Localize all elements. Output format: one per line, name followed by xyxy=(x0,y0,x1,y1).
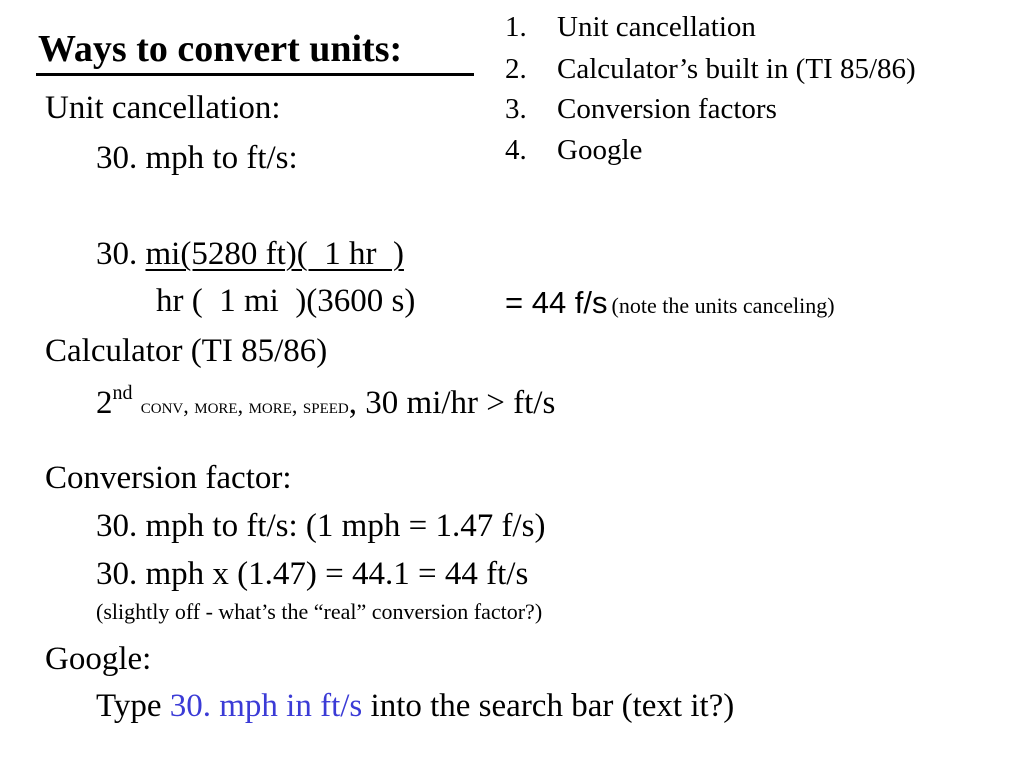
unit-cancellation-heading: Unit cancellation: xyxy=(45,90,281,126)
conversion-factor-note: (slightly off - what’s the “real” conversion factor?) xyxy=(96,599,543,624)
fraction-numerator xyxy=(96,238,404,271)
calculator-keys: conv, more, more, speed xyxy=(140,393,349,418)
list-text: Google xyxy=(557,134,643,166)
unit-cancellation-note: (note the units canceling) xyxy=(611,293,835,318)
title-underline xyxy=(36,73,474,76)
list-number: 4. xyxy=(505,134,527,166)
calculator-entry: , 30 mi/hr > ft/s xyxy=(348,385,556,421)
list-number: 1. xyxy=(505,11,527,43)
list-text: Unit cancellation xyxy=(557,11,756,43)
unit-cancellation-problem: 30. mph to ft/s: xyxy=(96,140,298,176)
list-number: 2. xyxy=(505,53,527,85)
google-heading: Google: xyxy=(45,641,152,677)
numerator-prefix: 30. xyxy=(96,236,146,272)
calculator-keystrokes xyxy=(96,383,555,420)
key-prefix: 2 xyxy=(96,385,113,421)
numerator-underlined: mi(5280 ft)( 1 hr ) xyxy=(145,236,404,272)
unit-cancellation-result-line xyxy=(505,287,835,318)
list-text: Calculator’s built in (TI 85/86) xyxy=(557,53,916,85)
google-query: 30. mph in ft/s xyxy=(169,688,363,724)
google-suffix: into the search bar (text it?) xyxy=(362,688,735,724)
conversion-factor-line1: 30. mph to ft/s: (1 mph = 1.47 f/s) xyxy=(96,508,546,544)
key-superscript: nd xyxy=(112,382,133,404)
calculator-heading: Calculator (TI 85/86) xyxy=(45,333,328,369)
conversion-factor-heading: Conversion factor: xyxy=(45,460,292,496)
google-instruction xyxy=(96,690,734,723)
unit-cancellation-result: = 44 f/s xyxy=(505,285,608,320)
conversion-factor-line2: 30. mph x (1.47) = 44.1 = 44 ft/s xyxy=(96,556,529,592)
fraction-denominator: hr ( 1 mi )(3600 s) xyxy=(156,283,416,319)
list-number: 3. xyxy=(505,93,527,125)
google-prefix: Type xyxy=(96,688,170,724)
list-text: Conversion factors xyxy=(557,93,777,125)
slide-title: Ways to convert units: xyxy=(38,28,403,70)
